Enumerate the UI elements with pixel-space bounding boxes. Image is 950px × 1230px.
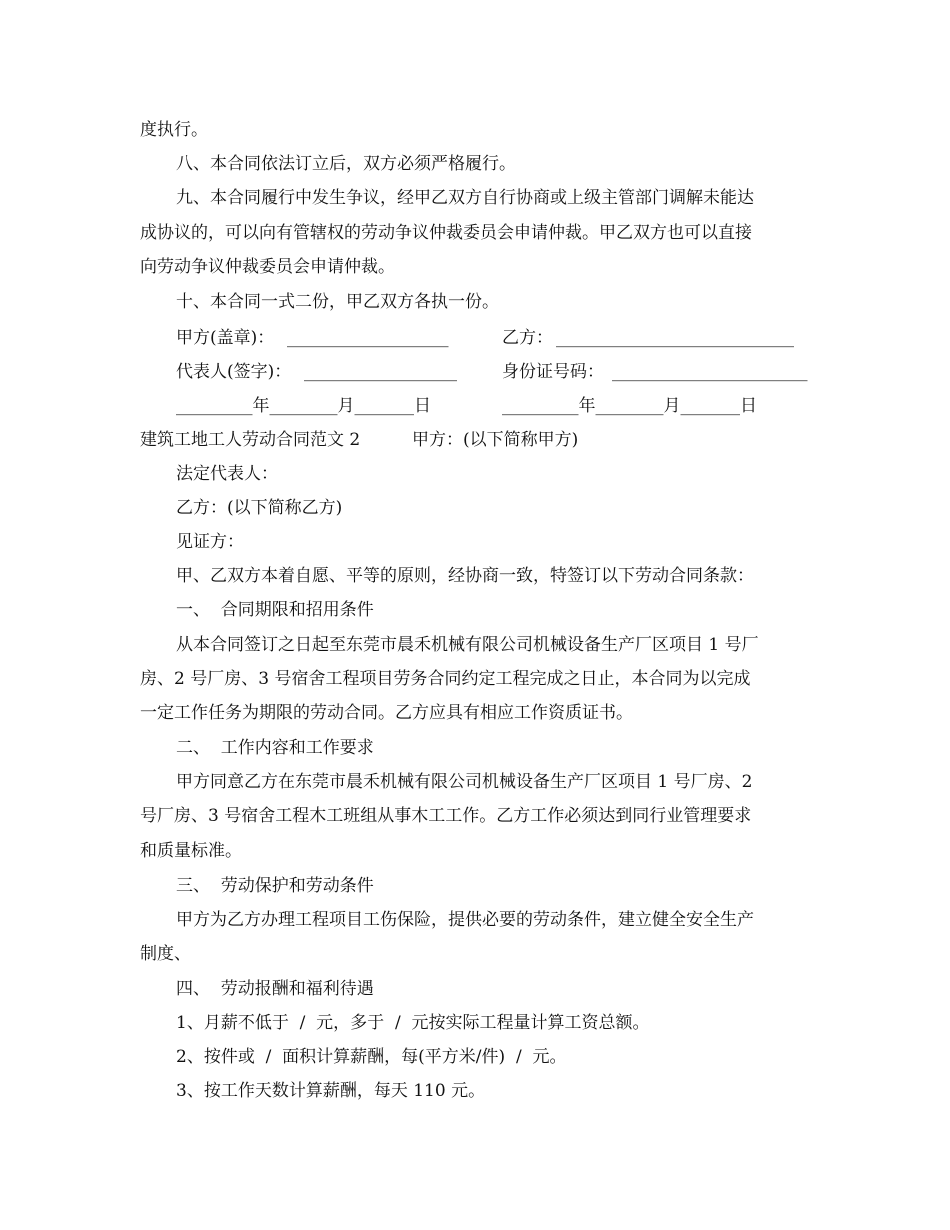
section-heading: 三、 劳动保护和劳动条件 bbox=[176, 876, 374, 896]
section-heading: 四、 劳动报酬和福利待遇 bbox=[176, 979, 374, 999]
text-line: 甲方同意乙方在东莞市晨禾机械有限公司机械设备生产厂区项目 1 号厂房、2 bbox=[176, 772, 753, 792]
representative-blank: __________________ bbox=[304, 362, 457, 382]
text-line: 和质量标准。 bbox=[140, 841, 242, 861]
text-line: 甲方为乙方办理工程项目工伤保险，提供必要的劳动条件，建立健全安全生产 bbox=[176, 910, 754, 930]
text-line: 度执行。 bbox=[140, 120, 208, 140]
text-line: 甲、乙双方本着自愿、平等的原则，经协商一致，特签订以下劳动合同条款： bbox=[176, 566, 754, 586]
id-number-blank: _______________________ bbox=[612, 362, 808, 382]
text-line: 号厂房、3 号宿舍工程木工班组从事木工工作。乙方工作必须达到同行业管理要求 bbox=[140, 806, 752, 826]
section-heading: 一、 合同期限和招用条件 bbox=[176, 600, 374, 620]
text-line: 法定代表人： bbox=[176, 464, 278, 484]
text-line: 八、本合同依法订立后，双方必须严格履行。 bbox=[176, 154, 516, 174]
representative-label: 代表人(签字)： bbox=[176, 362, 292, 382]
text-line: 房、2 号厂房、3 号宿舍工程项目劳务合同约定工程完成之日止，本合同为以完成 bbox=[140, 669, 751, 689]
party-a-seal-label: 甲方(盖章)： bbox=[176, 328, 275, 348]
document-title-2: 建筑工地工人劳动合同范文 2 bbox=[140, 430, 361, 450]
text-line: 成协议的，可以向有管辖权的劳动争议仲裁委员会申请仲裁。甲乙双方也可以直接 bbox=[140, 223, 752, 243]
text-line: 2、按件或 / 面积计算薪酬，每(平方米/件) / 元。 bbox=[176, 1047, 567, 1067]
party-b-blank: ____________________________ bbox=[556, 328, 794, 348]
text-line: 1、月薪不低于 / 元，多于 / 元按实际工程量计算工资总额。 bbox=[176, 1013, 650, 1033]
text-line: 见证方： bbox=[176, 532, 244, 552]
text-line: 3、按工作天数计算薪酬，每天 110 元。 bbox=[176, 1081, 486, 1101]
text-line: 九、本合同履行中发生争议，经甲乙双方自行协商或上级主管部门调解未能达 bbox=[176, 188, 754, 208]
date-left: _________年________月_______日 bbox=[176, 396, 431, 416]
party-a-intro: 甲方：(以下简称甲方) bbox=[412, 430, 579, 450]
party-b-label: 乙方： bbox=[502, 328, 553, 348]
section-heading: 二、 工作内容和工作要求 bbox=[176, 738, 374, 758]
text-line: 一定工作任务为期限的劳动合同。乙方应具有相应工作资质证书。 bbox=[140, 703, 633, 723]
text-line: 向劳动争议仲裁委员会申请仲裁。 bbox=[140, 257, 395, 277]
id-number-label: 身份证号码： bbox=[502, 362, 604, 382]
text-line: 十、本合同一式二份，甲乙双方各执一份。 bbox=[176, 292, 499, 312]
party-a-seal-blank: ___________________ bbox=[287, 328, 449, 348]
date-right: _________年________月_______日 bbox=[502, 396, 757, 416]
text-line: 乙方：(以下简称乙方) bbox=[176, 498, 343, 518]
text-line: 制度、 bbox=[140, 944, 191, 964]
text-line: 从本合同签订之日起至东莞市晨禾机械有限公司机械设备生产厂区项目 1 号厂 bbox=[176, 635, 759, 655]
